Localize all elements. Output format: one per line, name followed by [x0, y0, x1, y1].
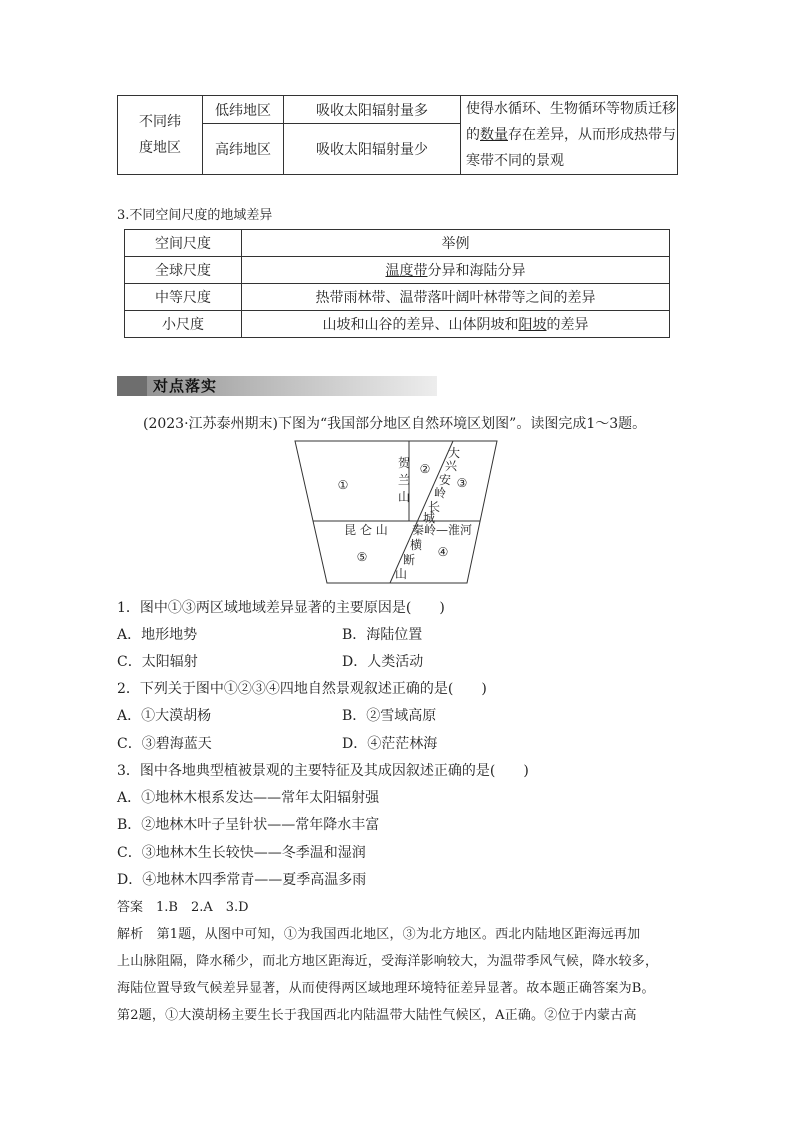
- header-scale: 空间尺度: [125, 230, 242, 257]
- spatial-scale-table: [124, 229, 670, 338]
- section-header-bar: [117, 376, 437, 396]
- explanation-line-2: 上山脉阻隔，降水稀少，而北方地区距海近，受海洋影响较大，为温带季风气候，降水较多，: [117, 954, 659, 969]
- label-helan-1: 贺: [397, 456, 411, 470]
- map-outline: [295, 441, 497, 583]
- scale-cell: 小尺度: [125, 311, 242, 338]
- question-2-option-d: D．④茫茫林海: [342, 736, 438, 752]
- region-map: [290, 437, 502, 585]
- example-underlined: 温度带: [385, 263, 428, 279]
- example-cell: [242, 311, 670, 338]
- label-daxing-4: 岭: [433, 486, 447, 500]
- question-3-option-c: C．③地林木生长较快——冬季温和湿润: [117, 845, 366, 861]
- region-4: ④: [437, 545, 449, 559]
- question-1-option-a: A．地形地势: [117, 627, 198, 643]
- example-text: 分异和海陆分异: [427, 263, 526, 279]
- effect-cell: [461, 96, 678, 175]
- label-hengduan-1: 横: [409, 538, 423, 552]
- label-changcheng-2: 城: [422, 511, 436, 525]
- question-1-option-b: B．海陆位置: [342, 627, 423, 643]
- table-row: [125, 284, 670, 311]
- table-row: [125, 311, 670, 338]
- section-header-title: 对点落实: [153, 377, 218, 395]
- question-1-stem: 1．图中①③两区域地域差异显著的主要原因是( ): [117, 600, 445, 616]
- label-hengduan-2: 断: [402, 553, 416, 567]
- label-helan-2: 兰: [397, 473, 411, 487]
- section3-title: 3.不同空间尺度的地域差异: [117, 208, 273, 223]
- explanation-line-1: 解析 第1题，从图中可知，①为我国西北地区，③为北方地区。西北内陆地区距海远再加: [117, 927, 641, 942]
- table-row: [125, 230, 670, 257]
- example-text-end: 的差异: [546, 317, 589, 333]
- question-intro: (2023·江苏泰州期末)下图为“我国部分地区自然环境区划图”。读图完成1～3题。: [143, 416, 647, 432]
- answer-line: 答案 1.B 2.A 3.D: [117, 900, 249, 915]
- question-2-option-a: A．①大漠胡杨: [117, 708, 212, 724]
- row-header-line-2: 度地区: [139, 140, 181, 156]
- question-2-option-b: B．②雪域高原: [342, 708, 437, 724]
- effect-line-2a: 的: [466, 127, 480, 143]
- label-hengduan-3: 山: [394, 567, 408, 581]
- region-1: ①: [337, 478, 349, 492]
- table1-row-header: [118, 96, 203, 175]
- question-3-option-b: B．②地林木叶子呈针状——常年降水丰富: [117, 817, 380, 833]
- question-1-option-d: D．人类活动: [342, 654, 424, 670]
- scale-cell: 全球尺度: [125, 257, 242, 284]
- label-changcheng-1: 长: [427, 500, 441, 514]
- explanation-line-3: 海陆位置导致气候差异显著，从而使得两区域地理环境特征差异显著。故本题正确答案为B。: [117, 981, 655, 996]
- question-1-option-c: C．太阳辐射: [117, 654, 198, 670]
- region-3: ③: [456, 476, 468, 490]
- effect-line-2b: 存在差异，从而形成热带与: [508, 127, 676, 143]
- high-latitude-cell: 高纬地区: [203, 124, 284, 175]
- example-text: 山坡和山谷的差异、山体阴坡和: [322, 317, 519, 333]
- question-3-stem: 3．图中各地典型植被景观的主要特征及其成因叙述正确的是( ): [117, 763, 529, 779]
- high-latitude-value: 吸收太阳辐射量少: [284, 124, 461, 175]
- example-underlined: 阳坡: [518, 317, 547, 333]
- label-kunlun: 昆 仑 山: [344, 523, 388, 537]
- question-3-option-a: A．①地林木根系发达——常年太阳辐射强: [117, 790, 380, 806]
- question-2-option-c: C．③碧海蓝天: [117, 736, 212, 752]
- label-daxing-1: 大: [447, 446, 461, 460]
- low-latitude-cell: 低纬地区: [203, 96, 284, 124]
- effect-line-1: 使得水循环、生物循环等物质迁移: [466, 101, 676, 117]
- effect-line-3: 寒带不同的景观: [466, 153, 564, 169]
- scale-cell: 中等尺度: [125, 284, 242, 311]
- question-2-stem: 2．下列关于图中①②③④四地自然景观叙述正确的是( ): [117, 681, 487, 697]
- low-latitude-value: 吸收太阳辐射量多: [284, 96, 461, 124]
- question-3-option-d: D．④地林木四季常青——夏季高温多雨: [117, 872, 367, 888]
- region-5: ⑤: [356, 550, 368, 564]
- row-header-line-1: 不同纬: [139, 114, 181, 130]
- explanation-line-4: 第2题，①大漠胡杨主要生长于我国西北内陆温带大陆性气候区，A正确。②位于内蒙古高: [117, 1008, 637, 1023]
- label-daxing-2: 兴: [444, 459, 458, 473]
- latitude-table: [117, 95, 678, 175]
- label-daxing-3: 安: [438, 473, 452, 487]
- label-helan-3: 山: [397, 490, 411, 504]
- section-header-marker: [117, 376, 147, 396]
- header-example: 举例: [242, 230, 670, 257]
- region-2: ②: [419, 462, 431, 476]
- example-cell: [242, 257, 670, 284]
- label-qinling: 秦岭—淮河: [411, 523, 473, 537]
- table-row: [125, 257, 670, 284]
- example-cell: 热带雨林带、温带落叶阔叶林带等之间的差异: [242, 284, 670, 311]
- effect-underlined-word: 数量: [480, 127, 508, 143]
